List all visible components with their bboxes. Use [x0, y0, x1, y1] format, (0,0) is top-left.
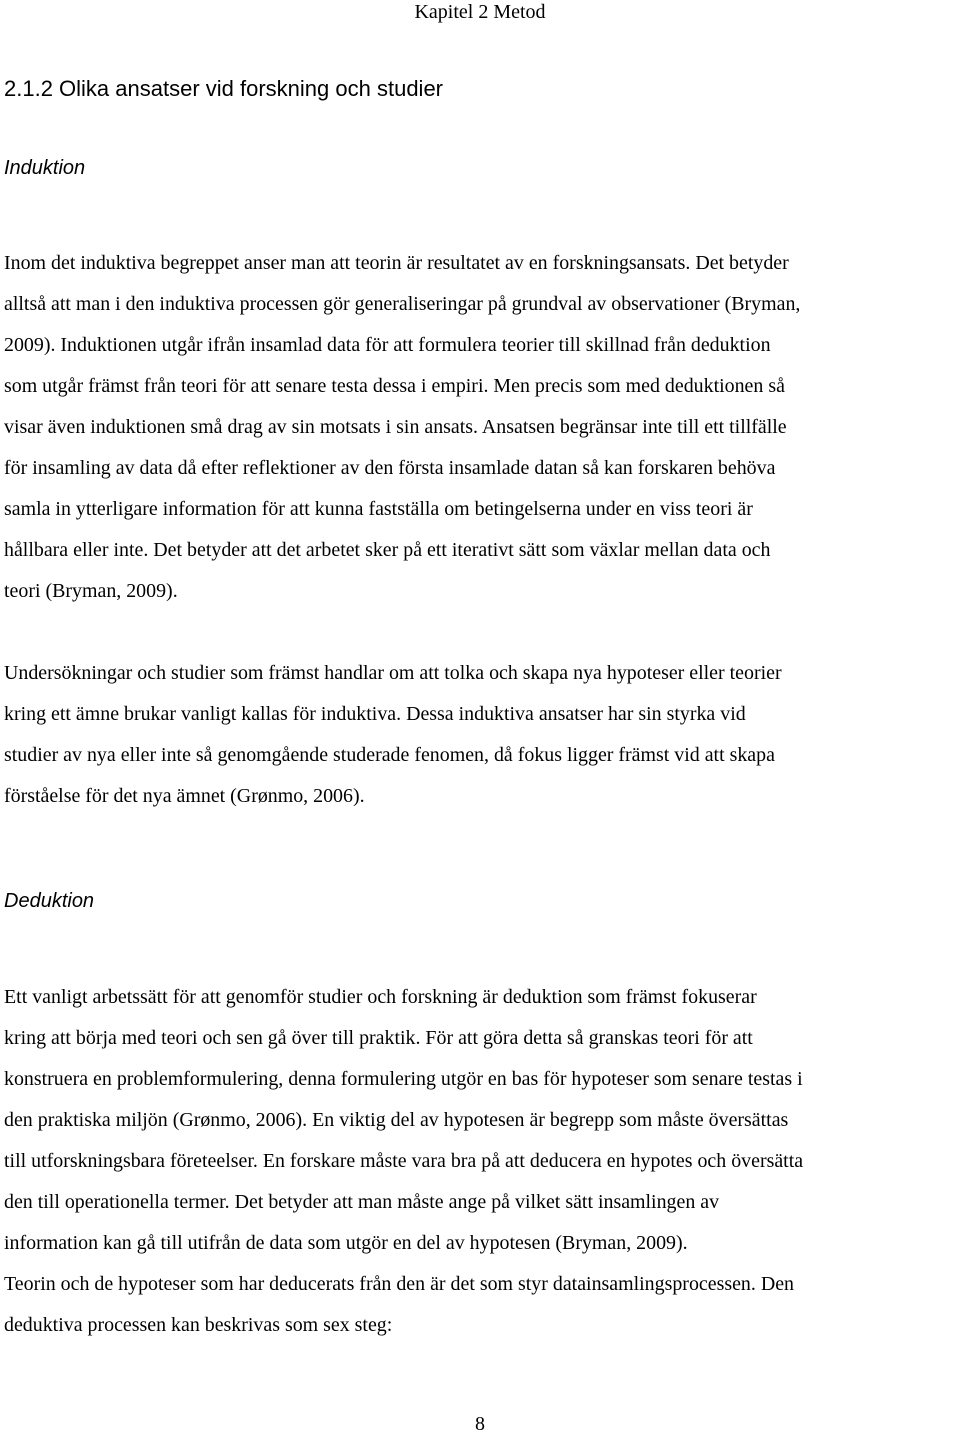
text-line: studier av nya eller inte så genomgående studerade fenomen, då fokus ligger främst vid att skapa — [4, 744, 775, 766]
induktion-heading: Induktion — [4, 157, 86, 179]
text-line: samla in ytterligare information för att kunna fastställa om betingelserna under en viss teori är — [4, 498, 753, 520]
text-line: den praktiska miljön (Grønmo, 2006). En viktig del av hypotesen är begrepp som måste översättas — [4, 1109, 789, 1131]
page-header: Kapitel 2 Metod — [414, 1, 546, 23]
text-line: kring ett ämne brukar vanligt kallas för induktiva. Dessa induktiva ansatser har sin styrka vid — [4, 703, 746, 725]
text-line: Teorin och de hypoteser som har deducerats från den är det som styr datainsamlingsprocessen. Den — [4, 1273, 795, 1295]
text-line: teori (Bryman, 2009). — [4, 580, 178, 602]
text-line: hållbara eller inte. Det betyder att det arbetet sker på ett iterativt sätt som växlar mellan data och — [4, 539, 771, 561]
text-line: förståelse för det nya ämnet (Grønmo, 2006). — [4, 785, 365, 807]
text-line: 2009). Induktionen utgår ifrån insamlad data för att formulera teorier till skillnad från deduktion — [4, 334, 771, 356]
text-line: kring att börja med teori och sen gå över till praktik. För att göra detta så granskas teori för att — [4, 1027, 753, 1049]
text-line: Undersökningar och studier som främst handlar om att tolka och skapa nya hypoteser eller teorier — [4, 662, 782, 684]
text-line: till utforskningsbara företeelser. En forskare måste vara bra på att deducera en hypotes och översätta — [4, 1150, 804, 1172]
text-line: Ett vanligt arbetssätt för att genomför studier och forskning är deduktion som främst fokuserar — [4, 986, 757, 1008]
text-line: alltså att man i den induktiva processen gör generaliseringar på grundval av observationer (Bryman, — [4, 293, 801, 315]
text-line: för insamling av data då efter reflektioner av den första insamlade datan så kan forskaren behöva — [4, 457, 776, 479]
text-line: konstruera en problemformulering, denna formulering utgör en bas för hypoteser som senare testas i — [4, 1068, 803, 1090]
text-line: deduktiva processen kan beskrivas som sex steg: — [4, 1314, 393, 1336]
induktion-paragraph-1 — [4, 243, 960, 612]
deduktion-paragraph-1 — [4, 977, 960, 1346]
text-line: Inom det induktiva begreppet anser man att teorin är resultatet av en forskningsansats. Det betyder — [4, 252, 789, 274]
text-line: visar även induktionen små drag av sin motsats i sin ansats. Ansatsen begränsar inte till ett tillfälle — [4, 416, 787, 438]
section-title: 2.1.2 Olika ansatser vid forskning och studier — [4, 76, 444, 101]
page-number: 8 — [475, 1413, 485, 1435]
text-line: den till operationella termer. Det betyder att man måste ange på vilket sätt insamlingen av — [4, 1191, 720, 1213]
text-line: som utgår främst från teori för att senare testa dessa i empiri. Men precis som med deduktionen så — [4, 375, 785, 397]
text-line: information kan gå till utifrån de data som utgör en del av hypotesen (Bryman, 2009). — [4, 1232, 688, 1254]
induktion-paragraph-2 — [4, 653, 960, 817]
deduktion-heading: Deduktion — [4, 890, 95, 912]
